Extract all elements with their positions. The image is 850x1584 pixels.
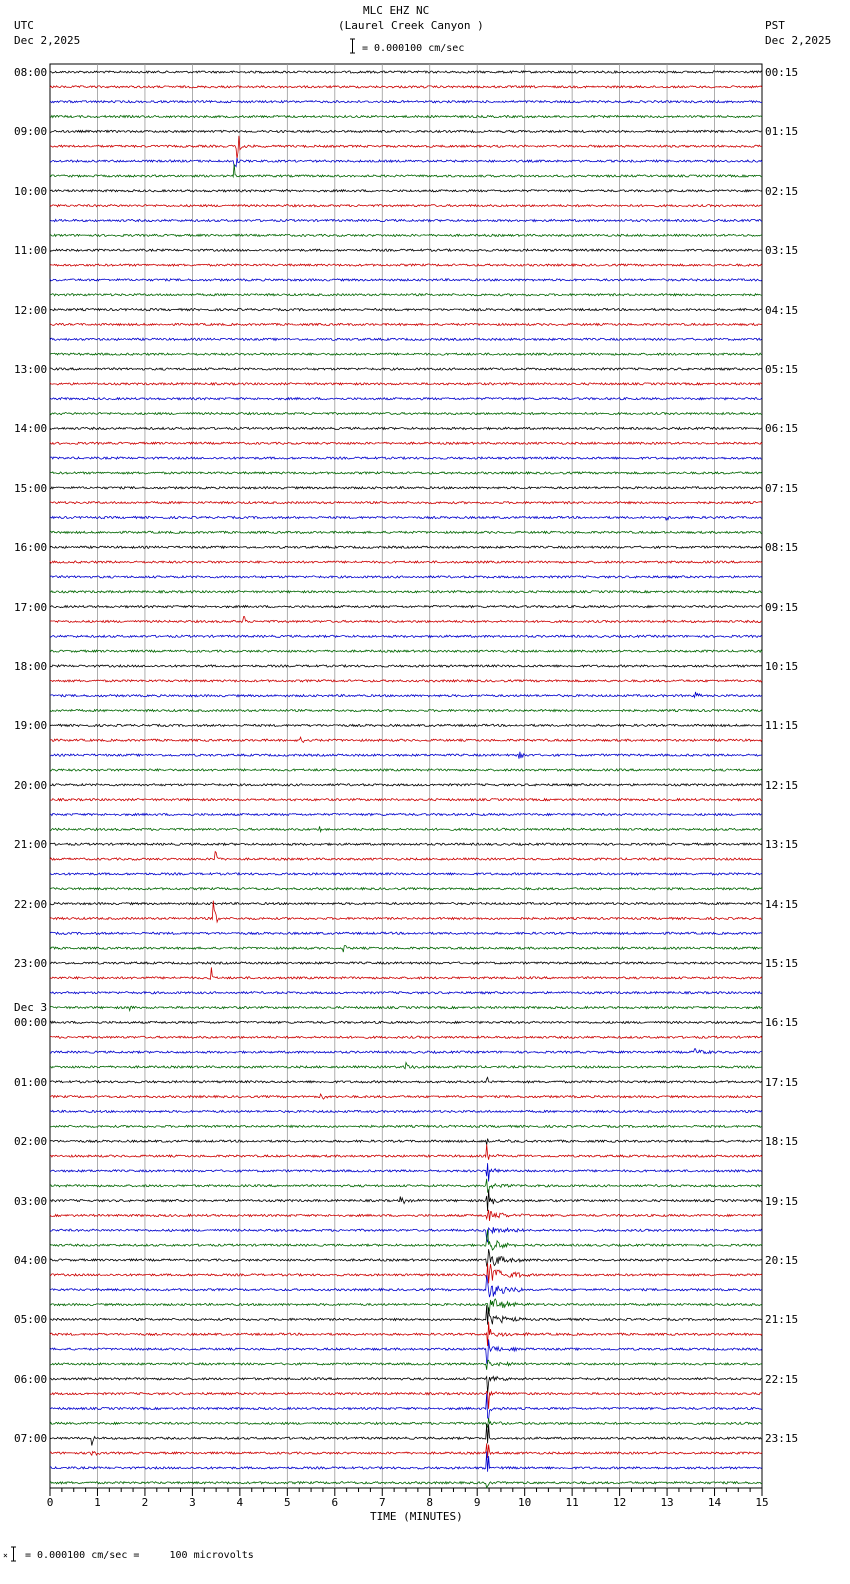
pst-hour-label: 10:15 bbox=[765, 660, 799, 673]
seismic-trace bbox=[50, 86, 762, 88]
pst-hour-label: 14:15 bbox=[765, 897, 799, 911]
seismic-trace bbox=[50, 1006, 762, 1010]
seismic-trace bbox=[50, 1189, 762, 1211]
station-title: MLC EHZ NC bbox=[363, 4, 430, 17]
footer-scale-label: = 0.000100 cm/sec = 100 microvolts bbox=[25, 1550, 254, 1561]
seismic-trace bbox=[50, 1263, 762, 1283]
pst-hour-label: 03:15 bbox=[765, 244, 799, 258]
seismic-trace bbox=[50, 813, 762, 815]
utc-hour-label: 23:00 bbox=[14, 957, 48, 970]
seismic-trace bbox=[50, 71, 762, 73]
seismic-trace bbox=[50, 353, 762, 355]
seismic-trace bbox=[50, 873, 762, 875]
seismic-trace bbox=[50, 1482, 762, 1488]
pst-hour-label: 16:15 bbox=[765, 1016, 799, 1030]
utc-hour-label: 01:00 bbox=[14, 1075, 48, 1089]
utc-hour-label: 09:00 bbox=[14, 125, 48, 139]
seismic-trace bbox=[50, 398, 762, 400]
seismic-trace bbox=[50, 1249, 762, 1266]
seismic-trace bbox=[50, 1443, 762, 1458]
seismic-trace bbox=[50, 945, 762, 952]
pst-hour-label: 20:15 bbox=[765, 1254, 799, 1267]
seismic-trace bbox=[50, 1063, 762, 1069]
seismic-trace bbox=[50, 962, 762, 964]
utc-hour-label: 20:00 bbox=[14, 778, 48, 792]
seismic-trace bbox=[50, 294, 762, 296]
seismic-trace bbox=[50, 164, 762, 177]
footer-scale-marker: × bbox=[3, 1551, 8, 1560]
seismic-trace bbox=[50, 116, 762, 118]
station-location: (Laurel Creek Canyon ) bbox=[338, 19, 484, 32]
seismic-trace bbox=[50, 752, 762, 759]
seismic-trace bbox=[50, 737, 762, 742]
seismic-trace bbox=[50, 1036, 762, 1038]
seismic-trace bbox=[50, 1110, 762, 1112]
seismic-trace bbox=[50, 1393, 762, 1419]
seismic-trace bbox=[50, 1424, 762, 1446]
seismic-trace bbox=[50, 502, 762, 504]
x-tick-label: 3 bbox=[189, 1496, 196, 1509]
utc-hour-label: 21:00 bbox=[14, 838, 48, 852]
header-scale-bar bbox=[350, 39, 355, 53]
seismic-trace bbox=[50, 136, 762, 159]
seismic-trace bbox=[50, 190, 762, 192]
seismic-trace bbox=[50, 323, 762, 325]
seismic-trace bbox=[50, 249, 762, 251]
pst-hour-label: 05:15 bbox=[765, 363, 799, 376]
seismic-trace bbox=[50, 1376, 762, 1393]
seismic-trace bbox=[50, 516, 762, 520]
seismic-trace bbox=[50, 101, 762, 103]
seismic-trace bbox=[50, 1229, 762, 1250]
x-tick-label: 15 bbox=[755, 1496, 769, 1509]
pst-label: PST bbox=[765, 19, 785, 32]
seismic-trace bbox=[50, 1094, 762, 1099]
utc-hour-label: 16:00 bbox=[14, 541, 48, 555]
seismic-trace bbox=[50, 1299, 762, 1314]
pst-hour-label: 12:15 bbox=[765, 778, 799, 792]
seismic-trace bbox=[50, 1163, 762, 1181]
seismic-trace bbox=[50, 1077, 762, 1083]
utc-hour-label: 03:00 bbox=[14, 1194, 48, 1208]
x-tick-label: 4 bbox=[236, 1496, 244, 1509]
seismic-trace bbox=[50, 442, 762, 444]
seismic-trace bbox=[50, 531, 762, 533]
seismic-trace bbox=[50, 279, 762, 281]
seismic-trace bbox=[50, 472, 762, 474]
pst-hour-label: 04:15 bbox=[765, 303, 799, 317]
x-tick-label: 0 bbox=[46, 1496, 54, 1509]
pst-date: Dec 2,2025 bbox=[765, 34, 832, 47]
seismic-trace bbox=[50, 219, 762, 221]
seismic-trace bbox=[50, 903, 762, 905]
x-tick-label: 2 bbox=[141, 1496, 149, 1509]
seismic-trace bbox=[50, 383, 762, 385]
seismic-trace bbox=[50, 1125, 762, 1127]
seismic-trace bbox=[50, 309, 762, 311]
seismic-trace bbox=[50, 130, 762, 132]
seismic-trace bbox=[50, 1418, 762, 1427]
utc-hour-label: 12:00 bbox=[14, 303, 48, 317]
x-tick-label: 7 bbox=[378, 1496, 386, 1509]
utc-date: Dec 2,2025 bbox=[14, 34, 81, 47]
utc-label: UTC bbox=[14, 19, 34, 32]
seismic-trace bbox=[50, 1227, 762, 1242]
seismic-trace bbox=[50, 546, 762, 548]
seismic-trace bbox=[50, 769, 762, 771]
pst-hour-label: 11:15 bbox=[765, 719, 799, 733]
seismic-trace bbox=[50, 368, 762, 370]
seismic-trace bbox=[50, 1305, 762, 1324]
utc-date-change-label: Dec 3 bbox=[14, 1001, 48, 1015]
utc-hour-label: 07:00 bbox=[14, 1432, 48, 1446]
seismic-trace bbox=[50, 1275, 762, 1297]
seismic-trace bbox=[50, 1139, 762, 1145]
utc-hour-label: 00:00 bbox=[14, 1016, 48, 1030]
seismic-trace bbox=[50, 1144, 762, 1159]
seismic-trace bbox=[50, 932, 762, 934]
seismic-trace bbox=[50, 650, 762, 652]
x-axis-label: TIME (MINUTES) bbox=[370, 1510, 463, 1523]
pst-hour-label: 07:15 bbox=[765, 481, 799, 495]
seismic-trace bbox=[50, 710, 762, 712]
pst-hour-label: 08:15 bbox=[765, 541, 799, 555]
x-tick-label: 8 bbox=[426, 1496, 434, 1509]
trace-group bbox=[50, 71, 762, 1488]
seismic-trace bbox=[50, 1339, 762, 1363]
seismic-trace bbox=[50, 692, 762, 698]
pst-hour-label: 09:15 bbox=[765, 600, 799, 614]
pst-hour-label: 22:15 bbox=[765, 1372, 799, 1386]
seismic-trace bbox=[50, 1322, 762, 1346]
x-tick-label: 14 bbox=[707, 1496, 722, 1509]
time-axis bbox=[47, 1488, 769, 1509]
pst-hour-label: 01:15 bbox=[765, 125, 799, 139]
x-tick-label: 11 bbox=[565, 1496, 579, 1509]
footer-scale-bar bbox=[11, 1547, 16, 1561]
seismic-trace bbox=[50, 992, 762, 994]
pst-hour-label: 19:15 bbox=[765, 1194, 799, 1208]
seismic-trace bbox=[50, 799, 762, 801]
seismic-trace bbox=[50, 576, 762, 578]
seismic-trace bbox=[50, 413, 762, 415]
seismic-trace bbox=[50, 843, 762, 845]
x-tick-label: 10 bbox=[518, 1496, 532, 1509]
pst-hour-label: 15:15 bbox=[765, 957, 799, 970]
seismic-trace bbox=[50, 338, 762, 340]
seismic-trace bbox=[50, 1049, 762, 1054]
pst-hour-label: 17:15 bbox=[765, 1075, 799, 1089]
seismic-trace bbox=[50, 457, 762, 459]
seismic-trace bbox=[50, 561, 762, 563]
seismic-trace bbox=[50, 234, 762, 236]
seismic-trace bbox=[50, 826, 762, 831]
seismic-trace bbox=[50, 1179, 762, 1193]
seismic-trace bbox=[50, 1210, 762, 1221]
seismic-trace bbox=[50, 1452, 762, 1472]
pst-hour-label: 06:15 bbox=[765, 422, 799, 436]
utc-hour-label: 15:00 bbox=[14, 481, 48, 495]
seismic-trace bbox=[50, 967, 762, 979]
utc-hour-label: 14:00 bbox=[14, 422, 48, 436]
seismic-trace bbox=[50, 635, 762, 637]
seismic-trace bbox=[50, 1021, 762, 1023]
pst-hour-label: 13:15 bbox=[765, 838, 799, 852]
utc-hour-label: 13:00 bbox=[14, 363, 48, 376]
seismic-trace bbox=[50, 724, 762, 726]
utc-hour-label: 02:00 bbox=[14, 1135, 48, 1149]
seismic-trace bbox=[50, 1360, 762, 1370]
pst-hour-label: 18:15 bbox=[765, 1135, 799, 1149]
utc-hour-label: 19:00 bbox=[14, 719, 48, 733]
utc-hour-label: 11:00 bbox=[14, 244, 48, 258]
seismic-trace bbox=[50, 888, 762, 890]
seismic-trace bbox=[50, 1392, 762, 1409]
seismic-trace bbox=[50, 617, 762, 623]
seismic-trace bbox=[50, 784, 762, 786]
x-tick-label: 5 bbox=[284, 1496, 291, 1509]
header-scale-label: = 0.000100 cm/sec bbox=[362, 43, 465, 54]
x-tick-label: 9 bbox=[473, 1496, 481, 1509]
seismic-trace bbox=[50, 606, 762, 608]
seismic-trace bbox=[50, 591, 762, 593]
seismic-trace bbox=[50, 665, 762, 667]
seismic-trace bbox=[50, 158, 762, 167]
utc-hour-label: 18:00 bbox=[14, 660, 48, 673]
seismic-trace bbox=[50, 487, 762, 489]
pst-hour-label: 02:15 bbox=[765, 184, 799, 198]
pst-hour-label: 23:15 bbox=[765, 1432, 799, 1446]
x-tick-label: 1 bbox=[94, 1496, 101, 1509]
seismic-trace bbox=[50, 264, 762, 266]
utc-hour-label: 04:00 bbox=[14, 1254, 48, 1267]
x-tick-label: 6 bbox=[331, 1496, 339, 1509]
utc-hour-label: 10:00 bbox=[14, 184, 48, 198]
utc-hour-label: 22:00 bbox=[14, 897, 48, 911]
utc-hour-label: 08:00 bbox=[14, 66, 48, 79]
seismic-trace bbox=[50, 852, 762, 861]
pst-hour-label: 00:15 bbox=[765, 66, 799, 79]
utc-hour-label: 05:00 bbox=[14, 1313, 48, 1327]
seismic-trace bbox=[50, 205, 762, 207]
utc-hour-label: 06:00 bbox=[14, 1372, 48, 1386]
pst-hour-label: 21:15 bbox=[765, 1313, 799, 1327]
utc-hour-label: 17:00 bbox=[14, 600, 48, 614]
seismic-trace bbox=[50, 427, 762, 429]
seismic-trace bbox=[50, 680, 762, 682]
x-tick-label: 13 bbox=[660, 1496, 674, 1509]
x-tick-label: 12 bbox=[612, 1496, 627, 1509]
